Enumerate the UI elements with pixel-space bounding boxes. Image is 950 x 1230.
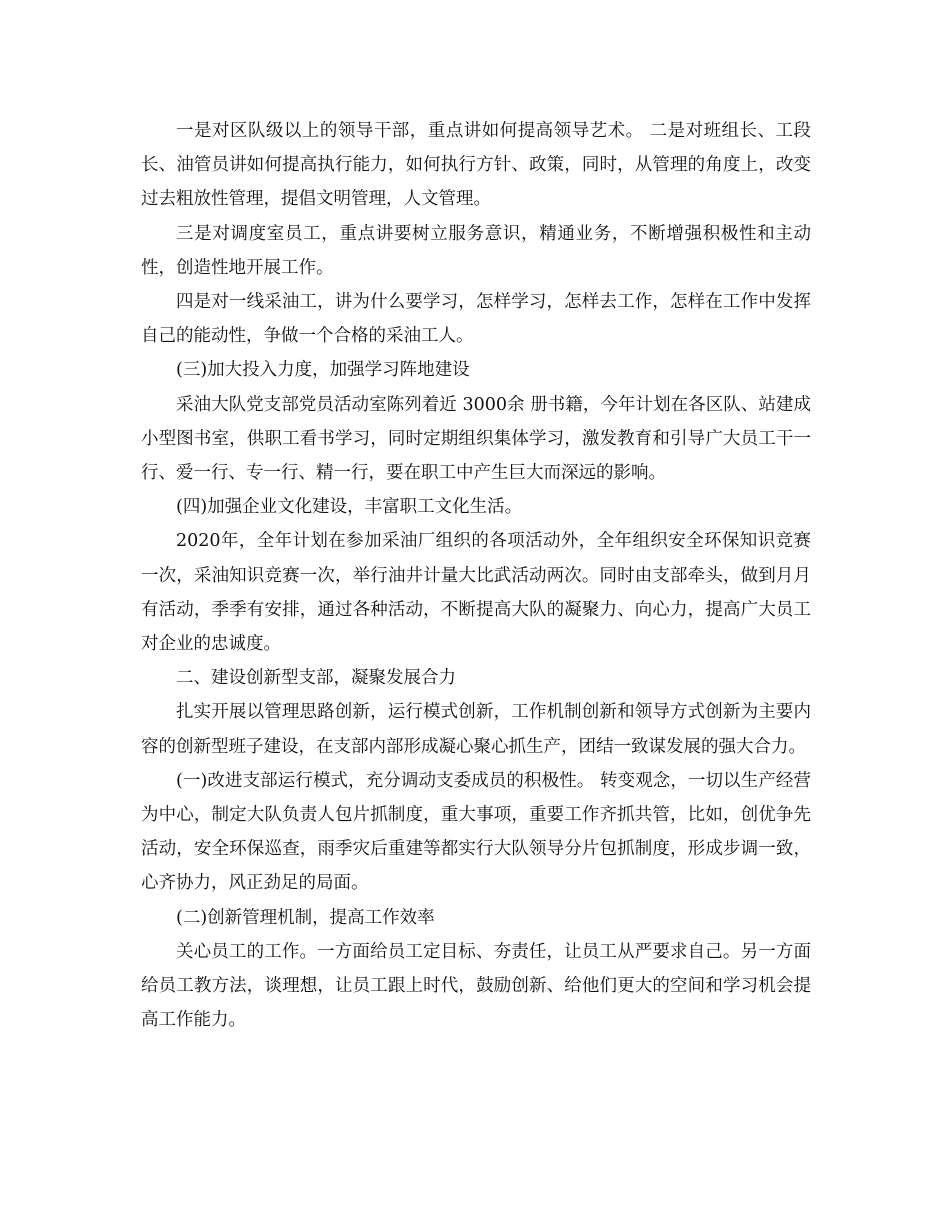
paragraph-innovation: 扎实开展以管理思路创新，运行模式创新，工作机制创新和领导方式创新为主要内容的创新型班子建设，在支部内部形成凝心聚心抓生产，团结一致谋发展的强大合力。 [141,702,811,757]
paragraph-operating-mode: (一)改进支部运行模式，充分调动支委成员的积极性。 转变观念，一切以生产经营为中心，制定大队负责人包片抓制度，重大事项，重要工作齐抓共管，比如，创优争先活动，安全环保巡查，雨季灾后重建等都实行大队领导分片包抓制度，形成步调一致，心齐协力，风正劲足的局面。 [141,770,811,894]
paragraph-frontline-workers: 四是对一线采油工，讲为什么要学习，怎样学习，怎样去工作，怎样在工作中发挥自己的能动性，争做一个合格的采油工人。 [141,292,811,347]
paragraph-2020-plan: 2020年，全年计划在参加采油厂组织的各项活动外，全年组织安全环保知识竞赛一次，采油知识竞赛一次，举行油井计量大比武活动两次。同时由支部牵头，做到月月有活动，季季有安排，通过各种活动，不断提高大队的凝聚力、向心力，提高广大员工对企业的忠诚度。 [141,531,811,655]
section-heading-learning-facilities: (三)加大投入力度，加强学习阵地建设 [176,360,470,381]
paragraph-activity-room: 采油大队党支部党员活动室陈列着近 3000余 册书籍，今年计划在各区队、站建成小型图书室，供职工看书学习，同时定期组织集体学习，激发教育和引导广大员工干一行、爱一行、专一行、精一行，要在职工中产生巨大而深远的影响。 [141,394,811,484]
paragraph-employee-care: 关心员工的工作。一方面给员工定目标、夯责任，让员工从严要求自己。另一方面给员工教方法，谈理想，让员工跟上时代，鼓励创新、给他们更大的空间和学习机会提高工作能力。 [141,941,811,1031]
paragraph-dispatch-staff: 三是对调度室员工，重点讲要树立服务意识，精通业务，不断增强积极性和主动性，创造性地开展工作。 [141,223,811,278]
section-heading-management-mechanism: (二)创新管理机制，提高工作效率 [176,907,435,928]
document-body [141,114,811,1037]
section-heading-corporate-culture: (四)加强企业文化建设，丰富职工文化生活。 [176,497,523,518]
section-heading-innovative-branch: 二、建设创新型支部，凝聚发展合力 [176,668,456,689]
paragraph-leaders: 一是对区队级以上的领导干部，重点讲如何提高领导艺术。 二是对班组长、工段长、油管员讲如何提高执行能力，如何执行方针、政策，同时，从管理的角度上，改变过去粗放性管理，提倡文明管理，人文管理。 [141,121,811,210]
